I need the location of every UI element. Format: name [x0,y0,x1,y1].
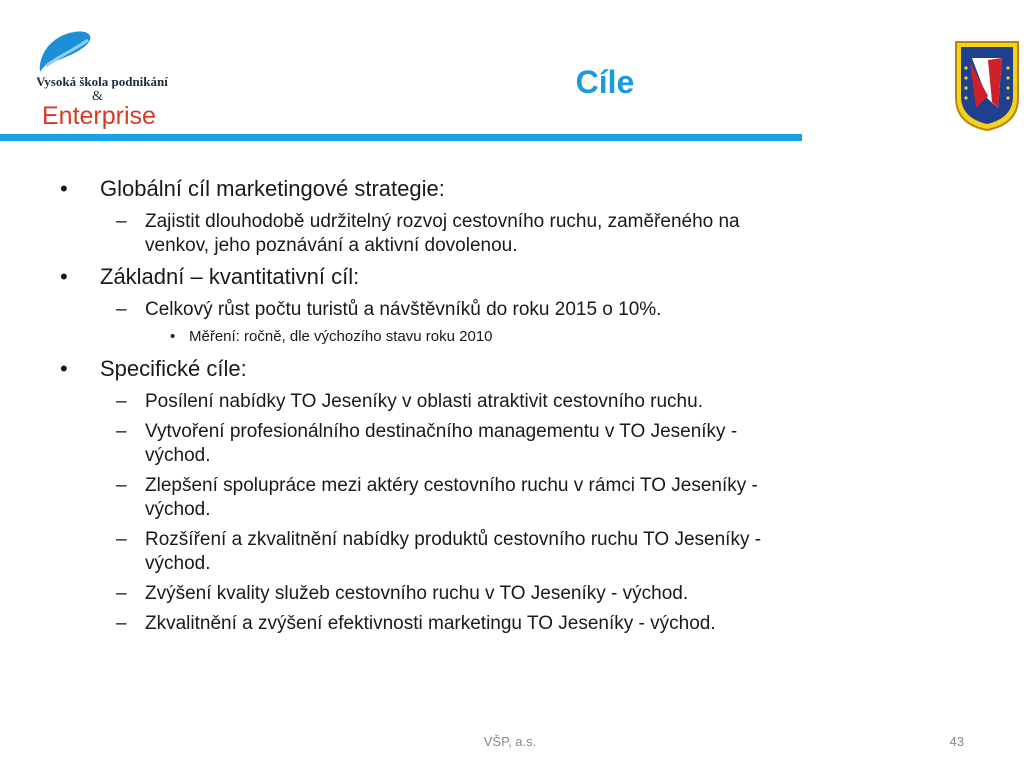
list-item-text: Zajistit dlouhodobě udržitelný rozvoj cestovního ruchu, zaměřeného na [145,211,740,232]
list-item-text: Celkový růst počtu turistů a návštěvníků do roku 2015 o 10%. [145,299,662,320]
bullet-marker: • [170,328,176,345]
logo-school-name: Vysoká škola podnikání [36,74,168,89]
dash-marker: – [116,299,127,320]
list-item-text: Zvýšení kvality služeb cestovního ruchu v TO Jeseníky - východ. [145,583,689,604]
list-item-text: Posílení nabídky TO Jeseníky v oblasti atraktivit cestovního ruchu. [145,391,703,412]
list-item-text: Vytvoření profesionálního destinačního managementu v TO Jeseníky - [145,421,738,442]
list-item-text: Měření: ročně, dle výchozího stavu roku 2010 [189,328,493,345]
list-item-text: Zlepšení spolupráce mezi aktéry cestovního ruchu v rámci TO Jeseníky - [145,475,758,496]
list-item-text: Zkvalitnění a zvýšení efektivnosti marketingu TO Jeseníky - východ. [145,613,716,634]
euroregion-badge-icon [952,38,1022,132]
bullet-marker: • [60,176,68,201]
dash-marker: – [116,391,127,412]
list-item-text: Rozšíření a zkvalitnění nabídky produktů cestovního ruchu TO Jeseníky - [145,529,762,550]
list-item-text: Specifické cíle: [100,356,247,381]
bullet-marker: • [60,356,68,381]
dash-marker: – [116,613,127,634]
dash-marker: – [116,583,127,604]
logo-ampersand: & [92,89,103,104]
list-item-text: Základní – kvantitativní cíl: [100,264,360,289]
logo-enterprise: Enterprise [42,102,156,130]
list-item-text: východ. [145,445,211,466]
bullet-marker: • [60,264,68,289]
dash-marker: – [116,529,127,550]
dash-marker: – [116,475,127,496]
dash-marker: – [116,211,127,232]
list-item-text: východ. [145,553,211,574]
dash-marker: – [116,421,127,442]
swoosh-icon [34,28,94,76]
list-item-text: venkov, jeho poznávání a aktivní dovolenou. [145,235,518,256]
school-logo [22,28,182,132]
page-number: 43 [949,734,964,749]
list-item-text: Globální cíl marketingové strategie: [100,176,445,201]
page-title: Cíle [575,64,635,100]
title-divider [0,134,802,141]
list-item-text: východ. [145,499,211,520]
footer-text: VŠP, a.s. [483,734,537,749]
